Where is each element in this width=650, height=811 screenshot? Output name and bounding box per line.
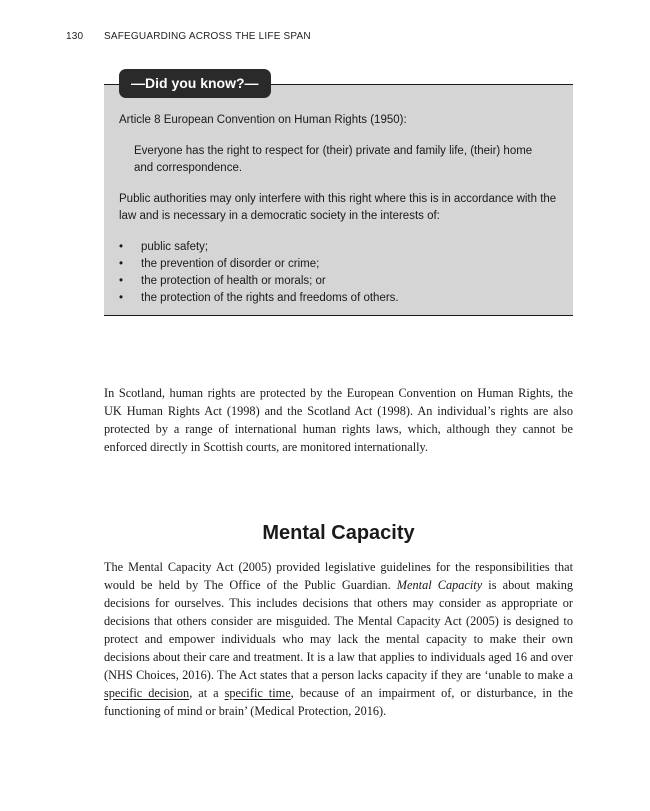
list-item: • the protection of the rights and freedoms of others. bbox=[119, 290, 564, 307]
running-head-title: SAFEGUARDING ACROSS THE LIFE SPAN bbox=[104, 31, 311, 42]
mc-text-2: is about making decisions for ourselves. This includes decisions that others may consider as appropriate or decisions that others consider are misguided. The Mental Capacity Act (2005) is designed to protect and empower individuals who may lack the mental capacity to make their own decisions about their care and treatment. It is a law that applies to individuals aged 16 and over (NHS Choices, 2016). The Act states that a person lacks capacity if they are ‘unable to make a bbox=[104, 578, 573, 682]
mc-underline-specific-decision: specific decision bbox=[104, 686, 190, 700]
mc-text-3: , at a bbox=[189, 686, 225, 700]
list-item: • public safety; bbox=[119, 239, 564, 256]
article-8-quote: Everyone has the right to respect for (their) private and family life, (their) home and correspondence. bbox=[134, 145, 533, 174]
mc-italic-term: Mental Capacity bbox=[396, 578, 483, 592]
running-head bbox=[66, 31, 311, 42]
scotland-paragraph: In Scotland, human rights are protected by the European Convention on Human Rights, the UK Human Rights Act (1998) and the Scotland Act (1998). An individual’s rights are also protected by a range of international human rights laws, which, although they cannot be enforced directly in Scottish courts, are monitored internationally. bbox=[104, 386, 573, 454]
mc-text-1: The Mental Capacity Act (2005) provided legislative guidelines for the responsibilities that would be held by The Office of the Public Guardian. bbox=[104, 560, 573, 592]
interference-paragraph: Public authorities may only interfere with this right where this is in accordance with the law and is necessary in a democratic society in the interests of: bbox=[119, 193, 557, 222]
section-heading: Mental Capacity bbox=[262, 522, 415, 544]
list-item: • the prevention of disorder or crime; bbox=[119, 256, 564, 273]
mc-text-4: , because of an impairment of, or disturbance, in the functioning of mind or brain’ (Medical Protection, 2016). bbox=[104, 686, 573, 718]
interests-list bbox=[119, 239, 564, 307]
article-8-intro: Article 8 European Convention on Human Rights (1950): bbox=[119, 114, 407, 126]
list-item: • the protection of health or morals; or bbox=[119, 273, 564, 290]
did-you-know-label: —Did you know?— bbox=[119, 69, 271, 98]
page-number: 130 bbox=[66, 31, 84, 42]
mc-underline-specific-time: specific time bbox=[224, 686, 291, 700]
mental-capacity-paragraph bbox=[104, 558, 573, 720]
